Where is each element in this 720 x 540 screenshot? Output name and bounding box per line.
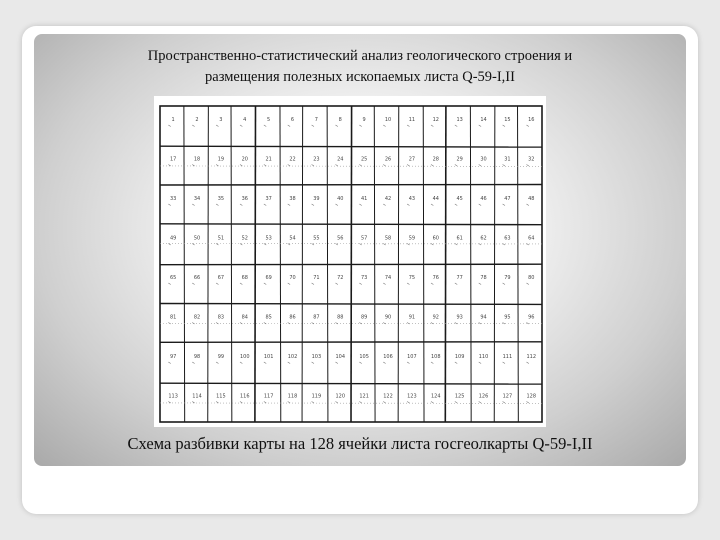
grid-cell-mark: [431, 401, 433, 403]
grid-cell-mark: [526, 164, 528, 166]
grid-cell-number: 83: [217, 314, 225, 321]
grid-cell-number: 78: [480, 275, 487, 282]
grid-cell-number: 2: [195, 117, 199, 124]
grid-cell-mark: [431, 164, 433, 166]
grid-cell-mark: [240, 322, 242, 324]
grid-cell-mark: [240, 204, 242, 206]
grid-cell-number: 48: [528, 196, 535, 203]
grid-cell-number: 100: [239, 354, 250, 361]
grid-cell-number: 35: [217, 196, 225, 203]
grid-cell-mark: [383, 125, 385, 127]
grid-cell-number: 123: [407, 393, 417, 400]
grid-cell-mark: [168, 283, 170, 285]
grid-cell-mark: [335, 164, 337, 166]
grid-cell-number: 24: [337, 156, 344, 163]
grid-cell-mark: [288, 283, 290, 285]
grid-cell-mark: [407, 204, 409, 206]
grid-cell-number: 36: [241, 196, 248, 203]
grid-cell-number: 13: [456, 117, 463, 124]
grid-cell-mark: [264, 125, 266, 127]
grid-cell-number: 79: [504, 275, 511, 282]
grid-cell-mark: [359, 401, 361, 403]
grid-cell-number: 12: [432, 117, 439, 124]
grid-horizontal-line: [160, 342, 542, 343]
grid-cell-number: 76: [432, 275, 439, 282]
grid-cell-number: 120: [335, 393, 346, 400]
grid-cell-number: 126: [478, 393, 489, 400]
grid-cell-number: 97: [169, 354, 177, 361]
grid-cell-number: 30: [480, 156, 487, 163]
grid-cell-number: 7: [314, 117, 318, 124]
grid-cell-mark: [335, 401, 337, 403]
grid-cell-number: 56: [337, 235, 344, 242]
grid-cell-mark: [192, 322, 194, 324]
slide-title-line-1: Пространственно-статистический анализ геологического строения и: [147, 48, 573, 64]
grid-cell-mark: [288, 362, 290, 364]
grid-cell-number: 108: [430, 354, 441, 361]
grid-cell-mark: [455, 243, 457, 245]
grid-cell-number: 75: [408, 275, 416, 282]
grid-cell-number: 74: [384, 275, 392, 282]
grid-cell-number: 34: [193, 196, 201, 203]
grid-cell-number: 80: [528, 275, 535, 282]
grid-cell-number: 47: [504, 196, 511, 203]
grid-cell-mark: [526, 401, 528, 403]
grid-cell-number: 122: [383, 393, 393, 400]
grid-cell-mark: [407, 125, 409, 127]
grid-cell-mark: [312, 401, 314, 403]
grid-cell-number: 11: [408, 117, 416, 124]
grid-cell-number: 87: [313, 314, 320, 321]
grid-cell-number: 19: [217, 156, 225, 163]
grid-cell-number: 17: [169, 156, 177, 163]
grid-cell-number: 86: [289, 314, 296, 321]
grid-cell-number: 111: [502, 354, 513, 361]
slide-caption: Схема разбивки карты на 128 ячейки листа госгеолкарты Q-59-I,II: [127, 434, 593, 453]
grid-cell-number: 62: [480, 235, 487, 242]
grid-cell-mark: [383, 362, 385, 364]
grid-cell-mark: [503, 125, 505, 127]
grid-cell-number: 40: [337, 196, 344, 203]
grid-cell-number: 1: [171, 117, 175, 124]
grid-cell-mark: [240, 283, 242, 285]
grid-cell-mark: [503, 283, 505, 285]
grid-cell-number: 121: [359, 393, 369, 400]
grid-cell-mark: [312, 362, 314, 364]
grid-cell-number: 42: [384, 196, 392, 203]
grid-cell-number: 128: [526, 393, 537, 400]
grid-cell-mark: [359, 125, 361, 127]
grid-cell-number: 26: [384, 156, 392, 163]
grid-cell-mark: [479, 322, 481, 324]
grid-cell-mark: [479, 164, 481, 166]
grid-cell-mark: [479, 204, 481, 206]
grid-cell-mark: [312, 204, 314, 206]
grid-cell-mark: [431, 125, 433, 127]
grid-cell-number: 44: [432, 196, 439, 203]
grid-cell-number: 60: [432, 235, 439, 242]
grid-cell-number: 118: [287, 393, 298, 400]
grid-cell-mark: [335, 204, 337, 206]
grid-cell-mark: [288, 204, 290, 206]
grid-cell-mark: [503, 362, 505, 364]
grid-cell-number: 8: [338, 117, 342, 124]
grid-cell-number: 71: [313, 275, 320, 282]
grid-cell-number: 33: [169, 196, 177, 203]
grid-cell-mark: [168, 204, 170, 206]
grid-cell-mark: [407, 401, 409, 403]
grid-cell-number: 52: [241, 235, 248, 242]
grid-cell-number: 21: [265, 156, 272, 163]
grid-cell-mark: [335, 125, 337, 127]
grid-cell-mark: [192, 362, 194, 364]
grid-cell-number: 31: [504, 156, 511, 163]
grid-cell-number: 6: [290, 117, 295, 124]
grid-cell-number: 72: [337, 275, 344, 282]
grid-cell-mark: [335, 362, 337, 364]
grid-cell-mark: [503, 401, 505, 403]
grid-cell-mark: [359, 204, 361, 206]
grid-cell-mark: [168, 322, 170, 324]
grid-cell-mark: [503, 204, 505, 206]
grid-cell-mark: [526, 283, 528, 285]
grid-cell-mark: [431, 283, 433, 285]
grid-cell-number: 89: [360, 314, 368, 321]
slide-title-line-2: размещения полезных ископаемых листа Q-59-I,II: [205, 69, 515, 85]
grid-cell-mark: [431, 204, 433, 206]
grid-cell-number: 92: [432, 314, 439, 321]
grid-cell-number: 99: [217, 354, 225, 361]
grid-cell-mark: [216, 204, 218, 206]
grid-cell-mark: [383, 283, 385, 285]
grid-cell-mark: [407, 283, 409, 285]
grid-cell-mark: [455, 204, 457, 206]
grid-cell-mark: [192, 204, 194, 206]
grid-cell-mark: [526, 243, 528, 245]
grid-cell-number: 119: [311, 393, 322, 400]
grid-cell-number: 53: [265, 235, 272, 242]
grid-cell-number: 32: [528, 156, 535, 163]
grid-cell-number: 15: [504, 117, 511, 124]
grid-cell-number: 91: [408, 314, 416, 321]
grid-cell-mark: [312, 125, 314, 127]
grid-cell-mark: [455, 125, 457, 127]
grid-cell-number: 105: [359, 354, 369, 361]
grid-cell-number: 23: [313, 156, 320, 163]
grid-cell-number: 10: [384, 117, 392, 124]
grid-cell-number: 43: [408, 196, 416, 203]
grid-cell-number: 77: [456, 275, 463, 282]
grid-cell-mark: [455, 362, 457, 364]
grid-cell-number: 29: [456, 156, 463, 163]
grid-cell-number: 116: [239, 393, 250, 400]
grid-cell-mark: [479, 401, 481, 403]
grid-cell-mark: [216, 322, 218, 324]
grid-cell-mark: [407, 164, 409, 166]
grid-cell-number: 25: [360, 156, 368, 163]
grid-cell-mark: [359, 164, 361, 166]
slide-title: [60, 46, 660, 88]
grid-cell-number: 104: [335, 354, 346, 361]
grid-cell-number: 95: [504, 314, 511, 321]
grid-horizontal-line: [160, 224, 542, 225]
grid-cell-number: 112: [526, 354, 537, 361]
grid-horizontal-line: [160, 304, 542, 305]
grid-cell-mark: [216, 283, 218, 285]
grid-cell-number: 46: [480, 196, 487, 203]
grid-cell-number: 102: [287, 354, 298, 361]
grid-cell-number: 49: [169, 235, 177, 242]
map-grid-svg: [154, 96, 546, 427]
grid-cell-number: 39: [313, 196, 320, 203]
grid-cell-mark: [479, 243, 481, 245]
map-grid-image: [154, 96, 546, 427]
grid-cell-number: 101: [263, 354, 274, 361]
grid-cell-number: 67: [217, 275, 225, 282]
grid-cell-number: 94: [480, 314, 487, 321]
grid-cell-number: 85: [265, 314, 272, 321]
grid-cell-number: 82: [193, 314, 201, 321]
grid-cell-number: 38: [289, 196, 296, 203]
grid-cell-mark: [383, 401, 385, 403]
grid-cell-number: 110: [478, 354, 489, 361]
grid-cell-number: 3: [219, 117, 223, 124]
grid-cell-mark: [503, 243, 505, 245]
grid-cell-number: 125: [454, 393, 465, 400]
grid-cell-mark: [288, 164, 290, 166]
grid-cell-number: 90: [384, 314, 392, 321]
grid-cell-mark: [264, 204, 266, 206]
grid-cell-number: 106: [383, 354, 393, 361]
grid-cell-mark: [455, 322, 457, 324]
grid-cell-number: 63: [504, 235, 511, 242]
grid-cell-mark: [192, 125, 194, 127]
grid-cell-mark: [192, 283, 194, 285]
grid-cell-number: 115: [216, 393, 226, 400]
grid-cell-number: 65: [169, 275, 177, 282]
grid-horizontal-line: [160, 185, 542, 186]
grid-cell-number: 55: [313, 235, 320, 242]
grid-cell-number: 103: [311, 354, 322, 361]
grid-cell-number: 107: [407, 354, 417, 361]
grid-horizontal-line: [160, 146, 542, 147]
grid-cell-mark: [431, 362, 433, 364]
grid-cell-number: 68: [241, 275, 248, 282]
grid-cell-number: 114: [192, 393, 202, 400]
grid-cell-number: 45: [456, 196, 463, 203]
grid-cell-number: 124: [430, 393, 441, 400]
grid-horizontal-line: [160, 383, 542, 384]
grid-cell-mark: [288, 401, 290, 403]
grid-cell-mark: [264, 283, 266, 285]
grid-cell-number: 41: [360, 196, 368, 203]
grid-cell-number: 4: [243, 117, 247, 124]
grid-cell-number: 22: [289, 156, 296, 163]
grid-cell-number: 88: [337, 314, 344, 321]
grid-cell-mark: [526, 125, 528, 127]
grid-horizontal-line: [160, 264, 542, 265]
grid-cell-mark: [216, 362, 218, 364]
grid-cell-number: 113: [168, 393, 178, 400]
grid-cell-mark: [383, 204, 385, 206]
grid-cell-number: 127: [502, 393, 513, 400]
grid-cell-number: 57: [360, 235, 368, 242]
grid-cell-number: 5: [267, 117, 271, 124]
grid-cell-number: 51: [217, 235, 225, 242]
grid-cell-mark: [455, 283, 457, 285]
grid-cell-number: 58: [384, 235, 392, 242]
grid-cell-mark: [335, 283, 337, 285]
grid-cell-number: 27: [408, 156, 416, 163]
grid-cell-mark: [407, 362, 409, 364]
grid-cell-mark: [240, 125, 242, 127]
grid-cell-mark: [526, 362, 528, 364]
grid-cell-mark: [312, 164, 314, 166]
grid-cell-number: 14: [480, 117, 487, 124]
grid-cell-number: 61: [456, 235, 463, 242]
grid-cell-mark: [240, 362, 242, 364]
grid-cell-mark: [526, 204, 528, 206]
grid-cell-number: 20: [241, 156, 248, 163]
grid-cell-mark: [312, 283, 314, 285]
grid-cell-number: 93: [456, 314, 463, 321]
grid-cell-number: 18: [193, 156, 201, 163]
grid-cell-number: 117: [263, 393, 274, 400]
grid-cell-number: 37: [265, 196, 272, 203]
grid-cell-number: 109: [454, 354, 465, 361]
grid-cell-number: 66: [193, 275, 201, 282]
grid-cell-mark: [264, 362, 266, 364]
grid-cell-mark: [359, 283, 361, 285]
grid-cell-number: 16: [528, 117, 535, 124]
grid-cell-number: 81: [169, 314, 177, 321]
grid-cell-number: 69: [265, 275, 272, 282]
grid-cell-mark: [216, 125, 218, 127]
grid-cell-mark: [288, 125, 290, 127]
grid-cell-mark: [168, 125, 170, 127]
grid-cell-number: 84: [241, 314, 248, 321]
grid-cell-number: 70: [289, 275, 296, 282]
grid-cell-mark: [479, 125, 481, 127]
grid-cell-mark: [479, 283, 481, 285]
grid-cell-mark: [359, 362, 361, 364]
grid-cell-mark: [168, 362, 170, 364]
grid-cell-number: 59: [408, 235, 416, 242]
grid-cell-mark: [383, 164, 385, 166]
grid-cell-mark: [503, 164, 505, 166]
grid-cell-number: 9: [362, 117, 366, 124]
grid-cell-mark: [479, 362, 481, 364]
grid-cell-mark: [455, 401, 457, 403]
grid-cell-number: 96: [528, 314, 535, 321]
grid-cell-number: 98: [193, 354, 201, 361]
grid-cell-number: 28: [432, 156, 439, 163]
grid-cell-number: 54: [289, 235, 296, 242]
grid-cell-number: 64: [528, 235, 535, 242]
grid-cell-mark: [455, 164, 457, 166]
grid-cell-number: 73: [360, 275, 368, 282]
grid-cell-number: 50: [193, 235, 201, 242]
